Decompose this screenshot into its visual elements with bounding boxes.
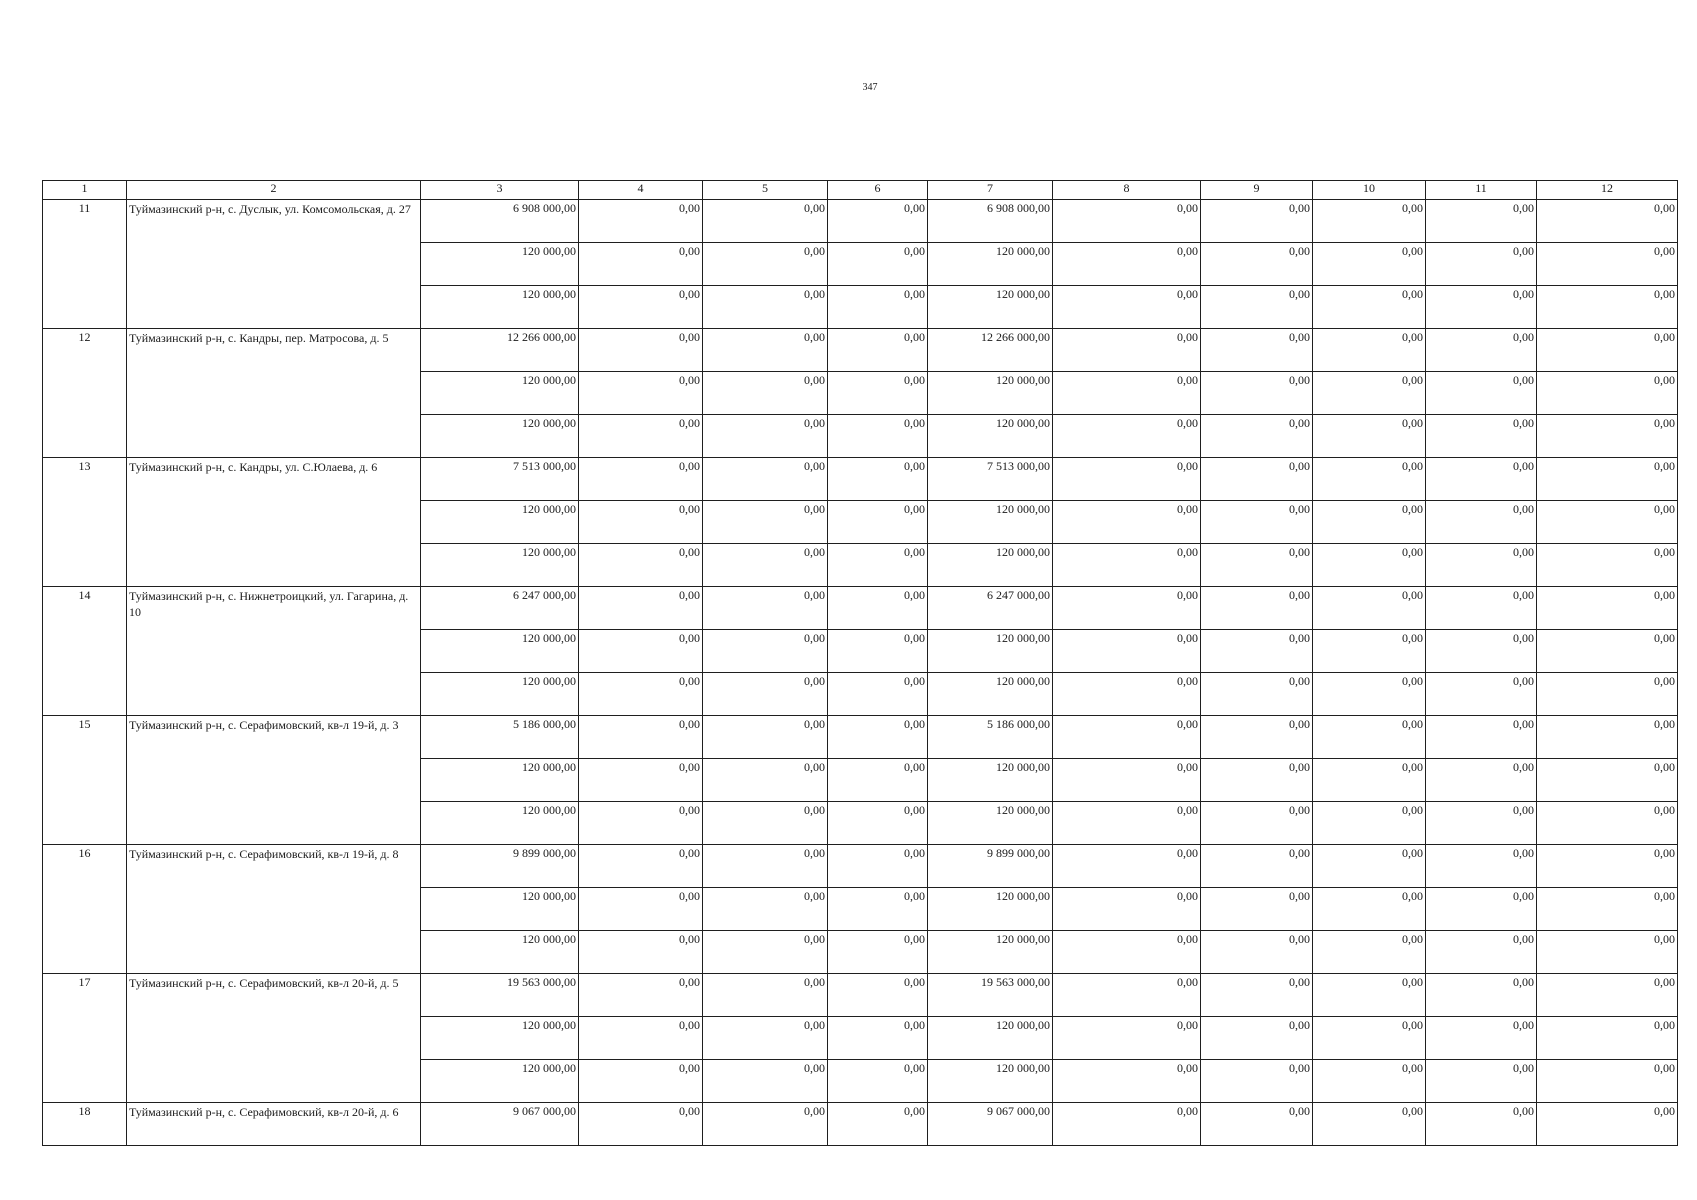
value-cell: 0,00 [1537, 458, 1678, 501]
value-cell: 120 000,00 [928, 501, 1053, 544]
address-cell: Туймазинский р-н, с. Нижнетроицкий, ул. Гагарина, д. 10 [127, 587, 421, 716]
value-cell: 0,00 [1201, 544, 1313, 587]
value-cell: 120 000,00 [928, 415, 1053, 458]
value-cell: 0,00 [1201, 673, 1313, 716]
row-number-cell: 13 [43, 458, 127, 587]
value-cell: 0,00 [1201, 931, 1313, 974]
value-cell: 0,00 [579, 716, 703, 759]
value-cell: 0,00 [579, 1103, 703, 1146]
value-cell: 0,00 [1201, 286, 1313, 329]
column-header: 10 [1313, 181, 1426, 200]
value-cell: 0,00 [703, 716, 828, 759]
table-body [43, 200, 1678, 1146]
value-cell: 0,00 [1537, 415, 1678, 458]
value-cell: 0,00 [828, 1017, 928, 1060]
value-cell: 0,00 [1201, 415, 1313, 458]
value-cell: 0,00 [1426, 716, 1537, 759]
value-cell: 0,00 [1426, 458, 1537, 501]
value-cell: 0,00 [828, 415, 928, 458]
value-cell: 120 000,00 [421, 544, 579, 587]
header-row [43, 181, 1678, 200]
value-cell: 0,00 [828, 544, 928, 587]
value-cell: 12 266 000,00 [928, 329, 1053, 372]
value-cell: 0,00 [1313, 716, 1426, 759]
value-cell: 0,00 [1426, 630, 1537, 673]
value-cell: 0,00 [579, 329, 703, 372]
value-cell: 120 000,00 [421, 931, 579, 974]
value-cell: 0,00 [1537, 802, 1678, 845]
value-cell: 0,00 [703, 415, 828, 458]
value-cell: 0,00 [828, 630, 928, 673]
column-header: 4 [579, 181, 703, 200]
table-row [43, 458, 1678, 501]
value-cell: 0,00 [1537, 845, 1678, 888]
value-cell: 0,00 [828, 673, 928, 716]
value-cell: 0,00 [703, 673, 828, 716]
value-cell: 6 247 000,00 [928, 587, 1053, 630]
value-cell: 0,00 [579, 544, 703, 587]
column-header: 8 [1053, 181, 1201, 200]
value-cell: 0,00 [1313, 372, 1426, 415]
value-cell: 0,00 [1053, 415, 1201, 458]
value-cell: 120 000,00 [928, 1017, 1053, 1060]
value-cell: 0,00 [1313, 845, 1426, 888]
value-cell: 120 000,00 [421, 243, 579, 286]
value-cell: 0,00 [828, 888, 928, 931]
value-cell: 0,00 [1201, 845, 1313, 888]
value-cell: 5 186 000,00 [928, 716, 1053, 759]
value-cell: 0,00 [1426, 587, 1537, 630]
value-cell: 0,00 [703, 286, 828, 329]
address-cell: Туймазинский р-н, с. Кандры, ул. С.Юлаева, д. 6 [127, 458, 421, 587]
value-cell: 0,00 [828, 1060, 928, 1103]
value-cell: 0,00 [579, 673, 703, 716]
value-cell: 0,00 [1053, 1060, 1201, 1103]
value-cell: 0,00 [1426, 759, 1537, 802]
value-cell: 0,00 [1313, 630, 1426, 673]
value-cell: 9 899 000,00 [421, 845, 579, 888]
value-cell: 0,00 [1313, 1060, 1426, 1103]
value-cell: 0,00 [1053, 716, 1201, 759]
address-cell: Туймазинский р-н, с. Серафимовский, кв-л 20-й, д. 5 [127, 974, 421, 1103]
column-header: 12 [1537, 181, 1678, 200]
row-number-cell: 18 [43, 1103, 127, 1146]
value-cell: 9 067 000,00 [421, 1103, 579, 1146]
value-cell: 0,00 [1426, 845, 1537, 888]
value-cell: 0,00 [703, 458, 828, 501]
value-cell: 0,00 [1313, 802, 1426, 845]
value-cell: 0,00 [1053, 243, 1201, 286]
row-number-cell: 17 [43, 974, 127, 1103]
value-cell: 0,00 [1201, 974, 1313, 1017]
value-cell: 0,00 [703, 630, 828, 673]
value-cell: 0,00 [703, 501, 828, 544]
value-cell: 0,00 [1201, 630, 1313, 673]
value-cell: 0,00 [828, 372, 928, 415]
value-cell: 0,00 [1201, 243, 1313, 286]
value-cell: 0,00 [1537, 501, 1678, 544]
value-cell: 0,00 [1201, 802, 1313, 845]
value-cell: 120 000,00 [421, 501, 579, 544]
value-cell: 0,00 [1426, 243, 1537, 286]
row-number-cell: 16 [43, 845, 127, 974]
column-header: 9 [1201, 181, 1313, 200]
table-row [43, 845, 1678, 888]
budget-table [42, 180, 1678, 1146]
value-cell: 120 000,00 [421, 1060, 579, 1103]
row-number-cell: 15 [43, 716, 127, 845]
value-cell: 9 067 000,00 [928, 1103, 1053, 1146]
value-cell: 0,00 [1053, 458, 1201, 501]
row-number-cell: 14 [43, 587, 127, 716]
value-cell: 120 000,00 [928, 1060, 1053, 1103]
value-cell: 120 000,00 [421, 673, 579, 716]
value-cell: 120 000,00 [421, 372, 579, 415]
value-cell: 0,00 [1201, 1017, 1313, 1060]
value-cell: 0,00 [579, 888, 703, 931]
value-cell: 0,00 [1201, 458, 1313, 501]
table-row [43, 329, 1678, 372]
value-cell: 0,00 [1313, 931, 1426, 974]
table-row [43, 1103, 1678, 1146]
value-cell: 0,00 [1537, 243, 1678, 286]
value-cell: 0,00 [1201, 200, 1313, 243]
value-cell: 0,00 [828, 286, 928, 329]
value-cell: 5 186 000,00 [421, 716, 579, 759]
value-cell: 0,00 [1313, 974, 1426, 1017]
value-cell: 120 000,00 [421, 802, 579, 845]
value-cell: 0,00 [1053, 630, 1201, 673]
value-cell: 120 000,00 [928, 630, 1053, 673]
value-cell: 0,00 [1201, 759, 1313, 802]
value-cell: 120 000,00 [421, 630, 579, 673]
value-cell: 0,00 [703, 802, 828, 845]
value-cell: 0,00 [579, 931, 703, 974]
value-cell: 0,00 [1053, 673, 1201, 716]
row-number-cell: 12 [43, 329, 127, 458]
value-cell: 0,00 [579, 372, 703, 415]
address-cell: Туймазинский р-н, с. Дуслык, ул. Комсомольская, д. 27 [127, 200, 421, 329]
value-cell: 0,00 [1537, 1060, 1678, 1103]
value-cell: 120 000,00 [928, 243, 1053, 286]
table-row [43, 974, 1678, 1017]
value-cell: 0,00 [1053, 587, 1201, 630]
value-cell: 0,00 [579, 243, 703, 286]
value-cell: 0,00 [1537, 1017, 1678, 1060]
value-cell: 0,00 [828, 329, 928, 372]
value-cell: 6 908 000,00 [928, 200, 1053, 243]
value-cell: 0,00 [828, 587, 928, 630]
value-cell: 0,00 [1053, 501, 1201, 544]
value-cell: 6 247 000,00 [421, 587, 579, 630]
value-cell: 7 513 000,00 [928, 458, 1053, 501]
value-cell: 0,00 [1426, 501, 1537, 544]
value-cell: 0,00 [1313, 415, 1426, 458]
address-cell: Туймазинский р-н, с. Серафимовский, кв-л 20-й, д. 6 [127, 1103, 421, 1146]
value-cell: 0,00 [1313, 501, 1426, 544]
value-cell: 0,00 [1313, 673, 1426, 716]
value-cell: 120 000,00 [421, 888, 579, 931]
row-number-cell: 11 [43, 200, 127, 329]
value-cell: 0,00 [1537, 329, 1678, 372]
value-cell: 0,00 [579, 200, 703, 243]
value-cell: 0,00 [828, 243, 928, 286]
value-cell: 0,00 [579, 1060, 703, 1103]
value-cell: 0,00 [1313, 587, 1426, 630]
value-cell: 0,00 [1313, 1103, 1426, 1146]
value-cell: 0,00 [703, 243, 828, 286]
value-cell: 0,00 [1313, 759, 1426, 802]
value-cell: 0,00 [1053, 845, 1201, 888]
value-cell: 9 899 000,00 [928, 845, 1053, 888]
column-header: 11 [1426, 181, 1537, 200]
value-cell: 0,00 [1537, 200, 1678, 243]
column-header: 2 [127, 181, 421, 200]
value-cell: 120 000,00 [421, 415, 579, 458]
value-cell: 0,00 [1426, 888, 1537, 931]
value-cell: 0,00 [1201, 372, 1313, 415]
value-cell: 0,00 [1537, 931, 1678, 974]
table-row [43, 716, 1678, 759]
value-cell: 0,00 [1537, 587, 1678, 630]
value-cell: 0,00 [1537, 286, 1678, 329]
value-cell: 120 000,00 [421, 759, 579, 802]
value-cell: 12 266 000,00 [421, 329, 579, 372]
value-cell: 120 000,00 [928, 286, 1053, 329]
value-cell: 0,00 [703, 329, 828, 372]
address-cell: Туймазинский р-н, с. Кандры, пер. Матросова, д. 5 [127, 329, 421, 458]
value-cell: 0,00 [1426, 286, 1537, 329]
table-row [43, 200, 1678, 243]
value-cell: 120 000,00 [421, 1017, 579, 1060]
value-cell: 0,00 [703, 1060, 828, 1103]
value-cell: 120 000,00 [928, 372, 1053, 415]
value-cell: 0,00 [828, 458, 928, 501]
value-cell: 0,00 [1537, 1103, 1678, 1146]
address-cell: Туймазинский р-н, с. Серафимовский, кв-л 19-й, д. 3 [127, 716, 421, 845]
value-cell: 0,00 [1426, 802, 1537, 845]
value-cell: 120 000,00 [928, 759, 1053, 802]
value-cell: 0,00 [1201, 716, 1313, 759]
column-header: 6 [828, 181, 928, 200]
value-cell: 120 000,00 [928, 931, 1053, 974]
value-cell: 0,00 [1313, 286, 1426, 329]
value-cell: 0,00 [1053, 1017, 1201, 1060]
value-cell: 0,00 [1053, 1103, 1201, 1146]
value-cell: 19 563 000,00 [421, 974, 579, 1017]
table-row [43, 587, 1678, 630]
value-cell: 0,00 [1426, 544, 1537, 587]
value-cell: 0,00 [579, 845, 703, 888]
column-header: 7 [928, 181, 1053, 200]
value-cell: 0,00 [1537, 716, 1678, 759]
value-cell: 0,00 [1201, 888, 1313, 931]
value-cell: 0,00 [828, 1103, 928, 1146]
value-cell: 0,00 [703, 544, 828, 587]
value-cell: 0,00 [828, 716, 928, 759]
value-cell: 0,00 [1053, 286, 1201, 329]
value-cell: 0,00 [579, 630, 703, 673]
value-cell: 120 000,00 [928, 888, 1053, 931]
value-cell: 0,00 [1537, 673, 1678, 716]
column-header: 3 [421, 181, 579, 200]
value-cell: 0,00 [1537, 759, 1678, 802]
value-cell: 0,00 [1426, 1017, 1537, 1060]
value-cell: 0,00 [579, 587, 703, 630]
value-cell: 0,00 [579, 458, 703, 501]
value-cell: 0,00 [828, 845, 928, 888]
value-cell: 0,00 [1053, 931, 1201, 974]
value-cell: 0,00 [1053, 200, 1201, 243]
value-cell: 0,00 [703, 845, 828, 888]
value-cell: 0,00 [1053, 372, 1201, 415]
value-cell: 0,00 [703, 931, 828, 974]
value-cell: 0,00 [1313, 458, 1426, 501]
value-cell: 0,00 [1053, 759, 1201, 802]
value-cell: 0,00 [828, 200, 928, 243]
value-cell: 0,00 [1053, 974, 1201, 1017]
column-header: 1 [43, 181, 127, 200]
value-cell: 0,00 [1053, 888, 1201, 931]
value-cell: 0,00 [1313, 329, 1426, 372]
value-cell: 0,00 [1313, 200, 1426, 243]
value-cell: 0,00 [828, 501, 928, 544]
value-cell: 0,00 [1426, 372, 1537, 415]
address-cell: Туймазинский р-н, с. Серафимовский, кв-л 19-й, д. 8 [127, 845, 421, 974]
value-cell: 0,00 [703, 974, 828, 1017]
value-cell: 0,00 [579, 1017, 703, 1060]
value-cell: 0,00 [1426, 200, 1537, 243]
page-number: 347 [862, 82, 878, 93]
value-cell: 0,00 [828, 759, 928, 802]
column-header: 5 [703, 181, 828, 200]
value-cell: 120 000,00 [421, 286, 579, 329]
value-cell: 0,00 [1313, 1017, 1426, 1060]
value-cell: 0,00 [828, 974, 928, 1017]
value-cell: 0,00 [1313, 243, 1426, 286]
value-cell: 0,00 [1537, 372, 1678, 415]
value-cell: 0,00 [1537, 888, 1678, 931]
value-cell: 0,00 [1053, 329, 1201, 372]
value-cell: 0,00 [1053, 544, 1201, 587]
value-cell: 0,00 [1201, 1060, 1313, 1103]
value-cell: 0,00 [1426, 1060, 1537, 1103]
value-cell: 0,00 [828, 931, 928, 974]
value-cell: 120 000,00 [928, 544, 1053, 587]
value-cell: 6 908 000,00 [421, 200, 579, 243]
value-cell: 0,00 [1201, 329, 1313, 372]
value-cell: 0,00 [1537, 630, 1678, 673]
value-cell: 0,00 [1201, 587, 1313, 630]
value-cell: 0,00 [579, 974, 703, 1017]
value-cell: 7 513 000,00 [421, 458, 579, 501]
value-cell: 19 563 000,00 [928, 974, 1053, 1017]
value-cell: 0,00 [579, 415, 703, 458]
value-cell: 0,00 [703, 372, 828, 415]
value-cell: 0,00 [1426, 931, 1537, 974]
value-cell: 0,00 [703, 587, 828, 630]
value-cell: 0,00 [579, 802, 703, 845]
value-cell: 0,00 [1313, 544, 1426, 587]
value-cell: 0,00 [1537, 544, 1678, 587]
value-cell: 0,00 [1201, 1103, 1313, 1146]
value-cell: 0,00 [1053, 802, 1201, 845]
value-cell: 0,00 [579, 501, 703, 544]
value-cell: 0,00 [579, 759, 703, 802]
value-cell: 0,00 [1426, 974, 1537, 1017]
value-cell: 0,00 [1537, 974, 1678, 1017]
value-cell: 0,00 [1426, 329, 1537, 372]
value-cell: 0,00 [579, 286, 703, 329]
value-cell: 0,00 [1426, 1103, 1537, 1146]
value-cell: 0,00 [703, 888, 828, 931]
value-cell: 0,00 [703, 759, 828, 802]
value-cell: 0,00 [1426, 415, 1537, 458]
value-cell: 120 000,00 [928, 673, 1053, 716]
value-cell: 0,00 [1201, 501, 1313, 544]
value-cell: 0,00 [1313, 888, 1426, 931]
value-cell: 0,00 [1426, 673, 1537, 716]
value-cell: 120 000,00 [928, 802, 1053, 845]
value-cell: 0,00 [828, 802, 928, 845]
value-cell: 0,00 [703, 1103, 828, 1146]
value-cell: 0,00 [703, 200, 828, 243]
value-cell: 0,00 [703, 1017, 828, 1060]
